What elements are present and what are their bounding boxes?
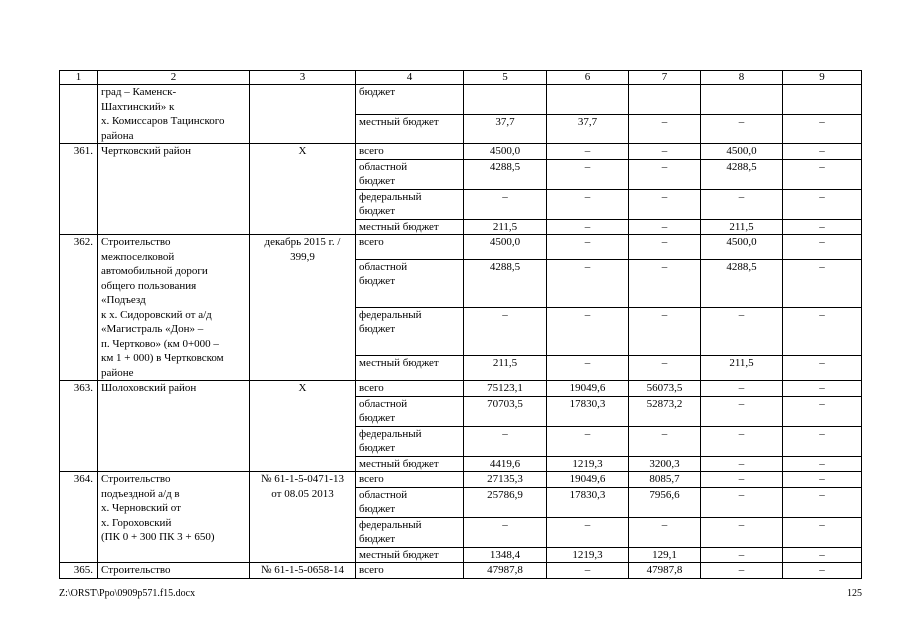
column-number-9: 9 — [783, 71, 862, 85]
document-reference: Х — [250, 381, 356, 472]
amount-col-5: 4288,5 — [464, 259, 547, 307]
amount-col-5: 75123,1 — [464, 381, 547, 397]
amount-col-6: 17830,3 — [547, 396, 629, 426]
amount-col-8: – — [701, 517, 783, 547]
amount-col-8: 4288,5 — [701, 259, 783, 307]
amount-col-7: – — [629, 356, 701, 381]
funding-source: местный бюджет — [356, 114, 464, 144]
amount-col-9: – — [783, 472, 862, 488]
amount-col-8: 4500,0 — [701, 235, 783, 260]
amount-col-6: 19049,6 — [547, 472, 629, 488]
amount-col-8: 4288,5 — [701, 159, 783, 189]
amount-col-6: 1219,3 — [547, 456, 629, 472]
amount-col-8 — [701, 85, 783, 115]
amount-col-8: – — [701, 472, 783, 488]
amount-col-7: – — [629, 235, 701, 260]
amount-col-9: – — [783, 426, 862, 456]
document-reference: № 61-1-5-0658-14 — [250, 563, 356, 579]
column-number-6: 6 — [547, 71, 629, 85]
funding-source: областной бюджет — [356, 396, 464, 426]
amount-col-9: – — [783, 456, 862, 472]
amount-col-7: 56073,5 — [629, 381, 701, 397]
object-name: Чертковский район — [98, 144, 250, 235]
funding-source: областной бюджет — [356, 487, 464, 517]
amount-col-5: 70703,5 — [464, 396, 547, 426]
amount-col-5: – — [464, 426, 547, 456]
column-number-5: 5 — [464, 71, 547, 85]
amount-col-8: – — [701, 563, 783, 579]
amount-col-9: – — [783, 487, 862, 517]
funding-source: всего — [356, 381, 464, 397]
amount-col-7: – — [629, 259, 701, 307]
funding-source: местный бюджет — [356, 219, 464, 235]
amount-col-6: – — [547, 219, 629, 235]
row-number: 361. — [60, 144, 98, 235]
amount-col-6: 19049,6 — [547, 381, 629, 397]
amount-col-9: – — [783, 307, 862, 355]
table-row — [60, 381, 862, 397]
amount-col-7: – — [629, 159, 701, 189]
amount-col-9: – — [783, 189, 862, 219]
amount-col-8: – — [701, 189, 783, 219]
funding-source: местный бюджет — [356, 356, 464, 381]
amount-col-7: – — [629, 219, 701, 235]
funding-source: всего — [356, 563, 464, 579]
amount-col-6 — [547, 85, 629, 115]
table-header-row — [60, 71, 862, 85]
document-reference: Х — [250, 144, 356, 235]
amount-col-8: – — [701, 381, 783, 397]
object-name: Строительство межпоселковой автомобильной дороги общего пользования «Подъезд к х. Сидоровский от а/д «Магистраль «Дон» – п. Чертково» (км 0+000 – км 1 + 000) в Чертковском районе — [98, 235, 250, 381]
amount-col-6: – — [547, 517, 629, 547]
amount-col-5: – — [464, 307, 547, 355]
object-name: Строительство подъездной а/д в х. Черновский от х. Гороховский (ПК 0 + 300 ПК 3 + 650) — [98, 472, 250, 563]
object-name: Строительство — [98, 563, 250, 579]
row-number: 364. — [60, 472, 98, 563]
row-number: 362. — [60, 235, 98, 381]
amount-col-9: – — [783, 144, 862, 160]
amount-col-7: 3200,3 — [629, 456, 701, 472]
amount-col-5: 4419,6 — [464, 456, 547, 472]
column-number-1: 1 — [60, 71, 98, 85]
amount-col-6: 17830,3 — [547, 487, 629, 517]
amount-col-5: 25786,9 — [464, 487, 547, 517]
amount-col-6: – — [547, 259, 629, 307]
amount-col-5 — [464, 85, 547, 115]
amount-col-6: – — [547, 563, 629, 579]
amount-col-5: 47987,8 — [464, 563, 547, 579]
amount-col-5: 1348,4 — [464, 547, 547, 563]
amount-col-8: – — [701, 547, 783, 563]
table-row — [60, 563, 862, 579]
amount-col-5: – — [464, 517, 547, 547]
amount-col-7: – — [629, 189, 701, 219]
funding-source: всего — [356, 235, 464, 260]
row-number: 365. — [60, 563, 98, 579]
amount-col-6: 1219,3 — [547, 547, 629, 563]
amount-col-7: 8085,7 — [629, 472, 701, 488]
amount-col-9 — [783, 85, 862, 115]
table-row — [60, 85, 862, 115]
amount-col-5: – — [464, 189, 547, 219]
amount-col-9: – — [783, 235, 862, 260]
funding-source: федеральный бюджет — [356, 307, 464, 355]
amount-col-5: 37,7 — [464, 114, 547, 144]
row-number — [60, 85, 98, 144]
funding-source: областной бюджет — [356, 159, 464, 189]
document-reference — [250, 85, 356, 144]
funding-source: федеральный бюджет — [356, 189, 464, 219]
column-number-2: 2 — [98, 71, 250, 85]
amount-col-7 — [629, 85, 701, 115]
funding-source: бюджет — [356, 85, 464, 115]
amount-col-5: 4288,5 — [464, 159, 547, 189]
column-number-4: 4 — [356, 71, 464, 85]
column-number-7: 7 — [629, 71, 701, 85]
amount-col-7: – — [629, 114, 701, 144]
amount-col-7: 129,1 — [629, 547, 701, 563]
amount-col-6: 37,7 — [547, 114, 629, 144]
amount-col-9: – — [783, 547, 862, 563]
amount-col-7: 7956,6 — [629, 487, 701, 517]
amount-col-5: 4500,0 — [464, 144, 547, 160]
amount-col-6: – — [547, 159, 629, 189]
funding-source: федеральный бюджет — [356, 517, 464, 547]
amount-col-9: – — [783, 219, 862, 235]
amount-col-7: 47987,8 — [629, 563, 701, 579]
funding-source: местный бюджет — [356, 547, 464, 563]
amount-col-8: – — [701, 456, 783, 472]
amount-col-5: 4500,0 — [464, 235, 547, 260]
amount-col-9: – — [783, 381, 862, 397]
object-name: град – Каменск- Шахтинский» к х. Комиссаров Тацинского района — [98, 85, 250, 144]
funding-source: всего — [356, 472, 464, 488]
amount-col-8: 211,5 — [701, 356, 783, 381]
amount-col-9: – — [783, 159, 862, 189]
amount-col-7: 52873,2 — [629, 396, 701, 426]
amount-col-5: 211,5 — [464, 219, 547, 235]
amount-col-6: – — [547, 307, 629, 355]
amount-col-7: – — [629, 517, 701, 547]
amount-col-6: – — [547, 235, 629, 260]
amount-col-9: – — [783, 259, 862, 307]
column-number-8: 8 — [701, 71, 783, 85]
document-reference: декабрь 2015 г. / 399,9 — [250, 235, 356, 381]
column-number-3: 3 — [250, 71, 356, 85]
table-row — [60, 235, 862, 260]
amount-col-8: – — [701, 396, 783, 426]
amount-col-8: – — [701, 307, 783, 355]
amount-col-8: – — [701, 487, 783, 517]
amount-col-7: – — [629, 307, 701, 355]
table-row — [60, 144, 862, 160]
amount-col-6: – — [547, 356, 629, 381]
amount-col-9: – — [783, 356, 862, 381]
amount-col-6: – — [547, 189, 629, 219]
document-reference: № 61-1-5-0471-13 от 08.05 2013 — [250, 472, 356, 563]
amount-col-8: 211,5 — [701, 219, 783, 235]
funding-source: местный бюджет — [356, 456, 464, 472]
amount-col-9: – — [783, 563, 862, 579]
funding-source: областной бюджет — [356, 259, 464, 307]
row-number: 363. — [60, 381, 98, 472]
amount-col-8: 4500,0 — [701, 144, 783, 160]
file-path: Z:\ORST\Ppo\0909p571.f15.docx — [59, 588, 196, 599]
amount-col-6: – — [547, 144, 629, 160]
funding-source: всего — [356, 144, 464, 160]
amount-col-9: – — [783, 114, 862, 144]
budget-table — [59, 70, 862, 579]
amount-col-8: – — [701, 426, 783, 456]
amount-col-8: – — [701, 114, 783, 144]
funding-source: федеральный бюджет — [356, 426, 464, 456]
amount-col-7: – — [629, 144, 701, 160]
amount-col-9: – — [783, 396, 862, 426]
object-name: Шолоховский район — [98, 381, 250, 472]
page-number: 125 — [847, 588, 862, 599]
amount-col-5: 211,5 — [464, 356, 547, 381]
amount-col-5: 27135,3 — [464, 472, 547, 488]
amount-col-9: – — [783, 517, 862, 547]
amount-col-6: – — [547, 426, 629, 456]
table-row — [60, 472, 862, 488]
amount-col-7: – — [629, 426, 701, 456]
